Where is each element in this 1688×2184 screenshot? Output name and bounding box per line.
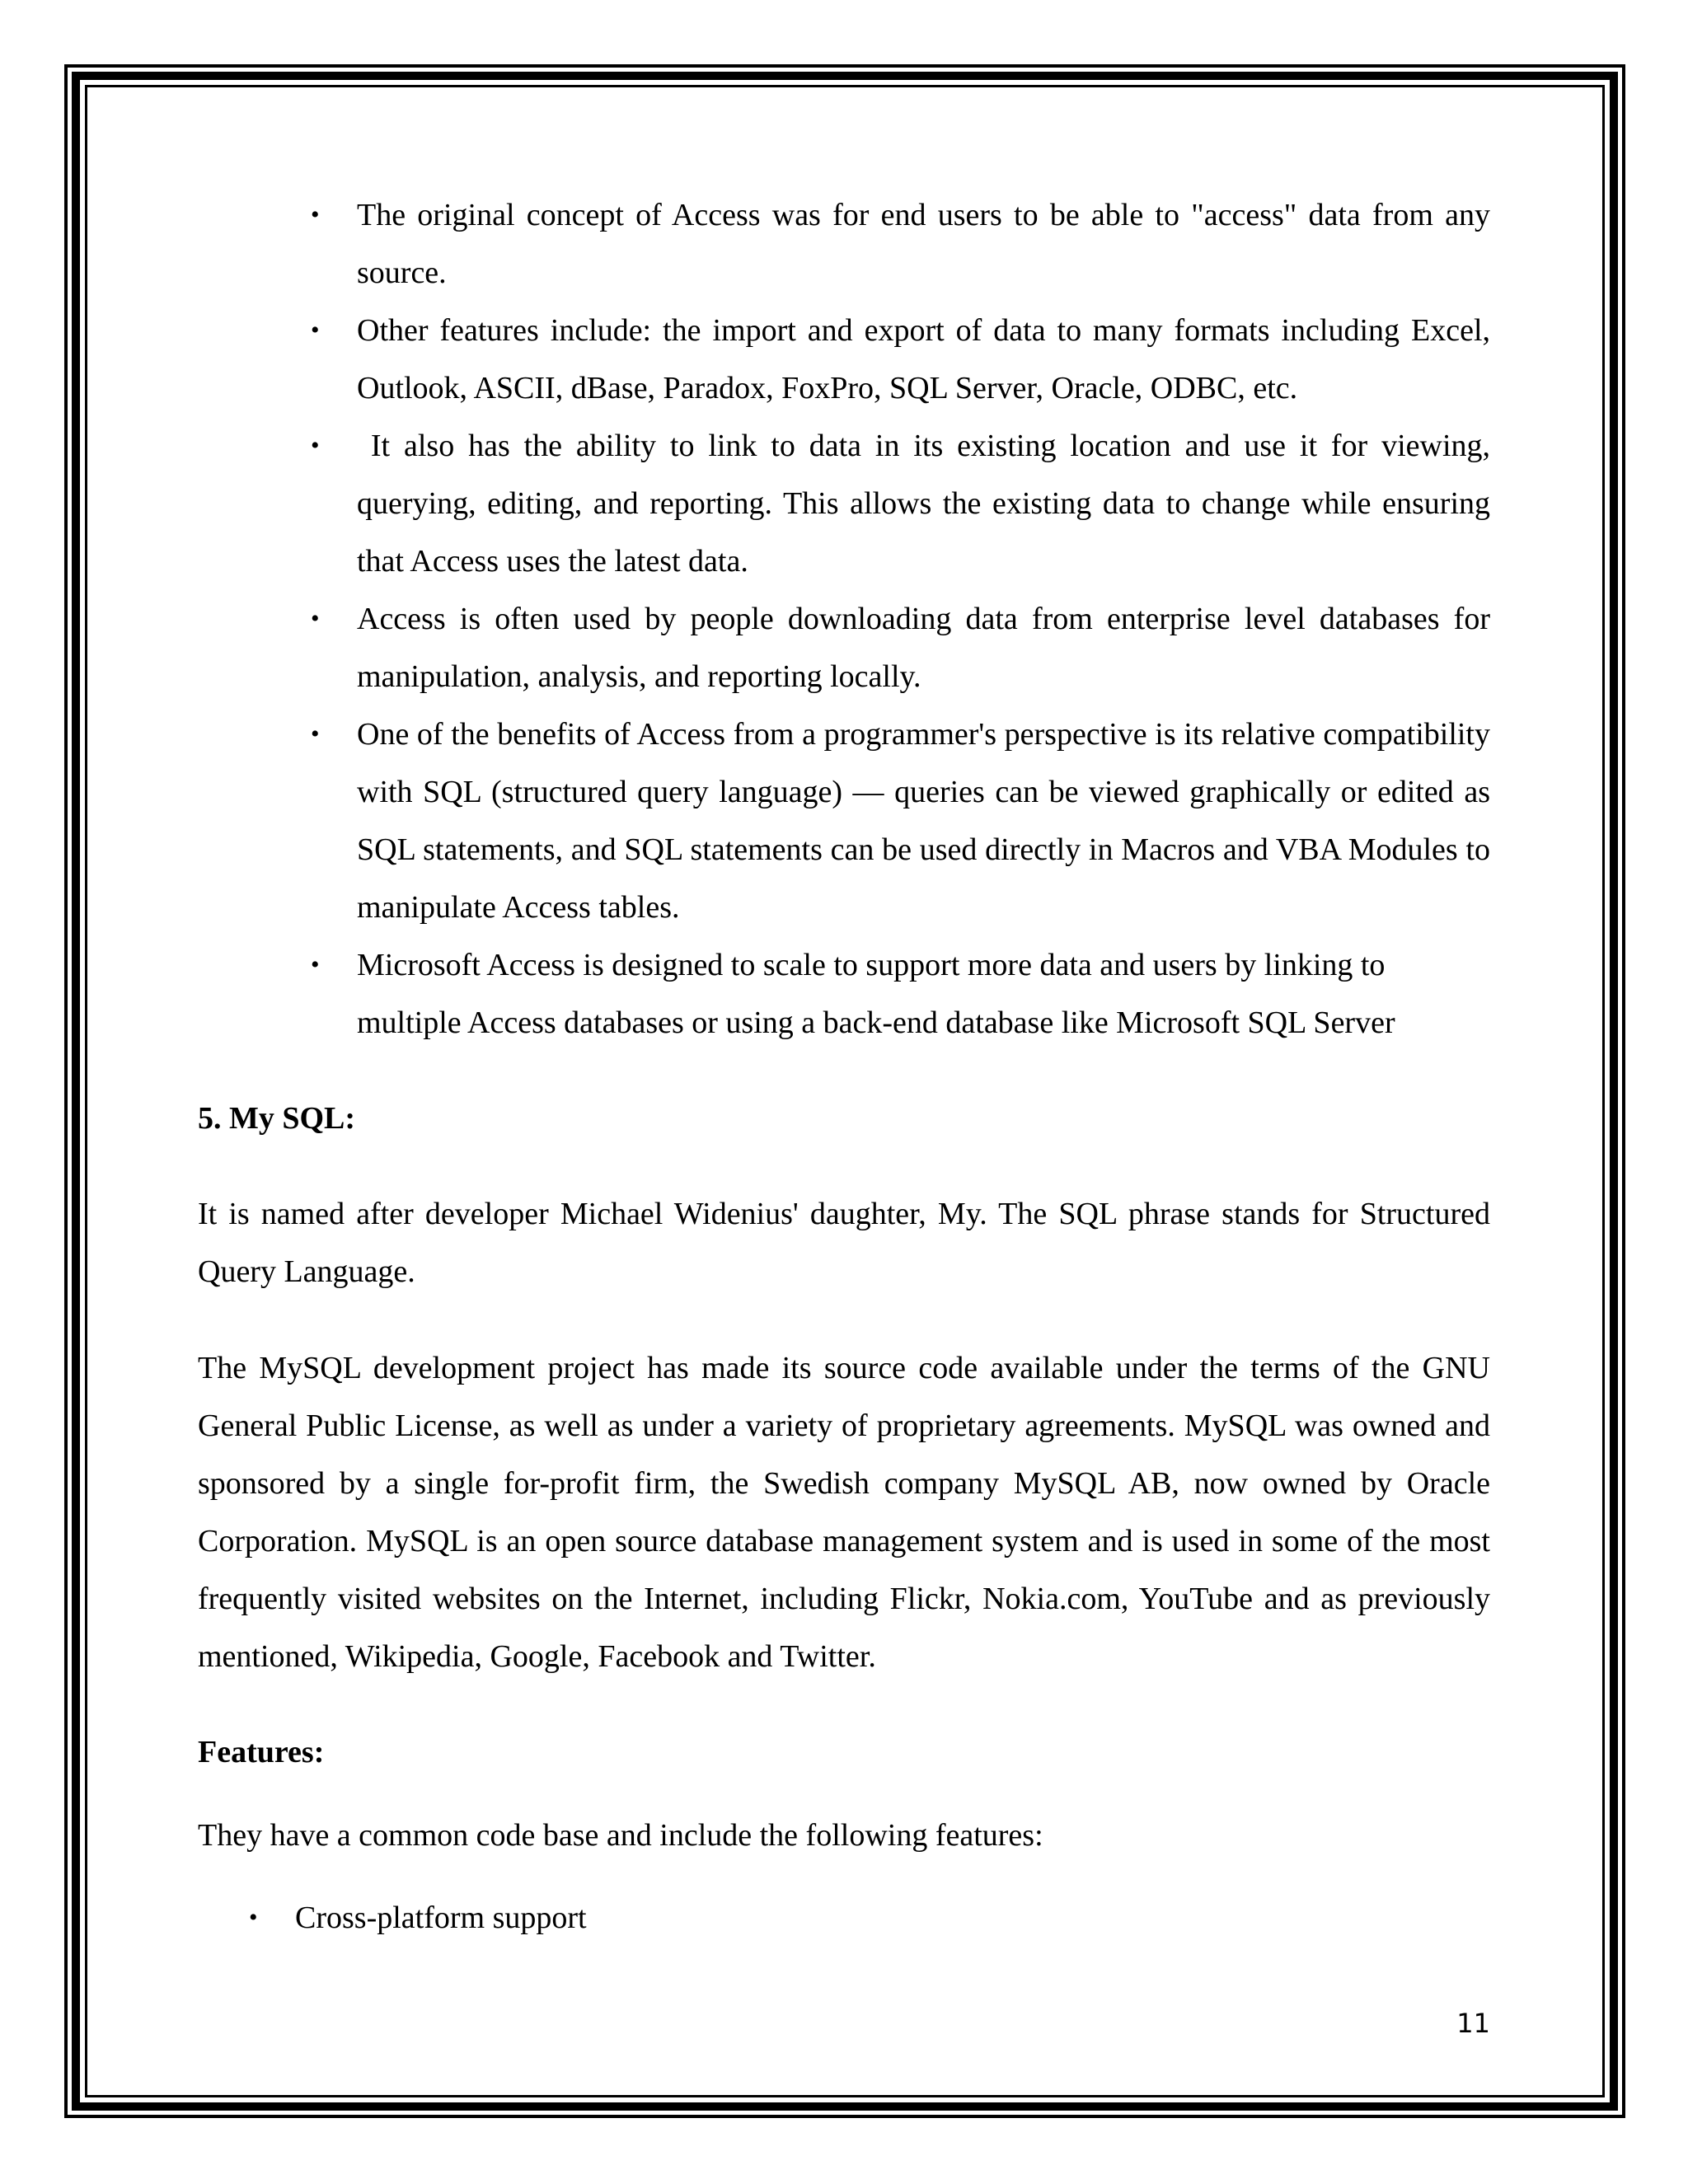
list-item — [198, 417, 1498, 590]
list-item-text: Microsoft Access is designed to scale to support more data and users by linking to multiple Access databases or using a back-end database like Microsoft SQL Server — [357, 948, 1395, 1040]
list-item — [198, 302, 1490, 417]
access-feature-list — [198, 186, 1498, 1052]
list-item-text: Cross-platform support — [295, 1900, 587, 1935]
list-item-text: It also has the ability to link to data in its existing location and use it for viewing, querying, editing, and reporting. This allows the existing data to change while ensuring that Access uses the latest data. — [357, 429, 1498, 579]
page-content — [198, 186, 1498, 1947]
list-item-text: Access is often used by people downloading data from enterprise level databases for manipulation, analysis, and reporting locally. — [357, 602, 1490, 694]
features-heading: Features: — [198, 1735, 325, 1769]
features-intro: They have a common code base and include the following features: — [198, 1818, 1043, 1853]
list-item — [198, 186, 1490, 302]
list-item — [198, 590, 1490, 705]
list-item-text: One of the benefits of Access from a programmer's perspective is its relative compatibility with SQL (structured query language) — queries can be viewed graphically or edited as SQL statements, and SQL statements can be used directly in Macros and VBA Modules to manipulate Access tables. — [357, 717, 1490, 925]
bullet-icon: • — [249, 1904, 258, 1931]
mysql-heading: 5. My SQL: — [198, 1101, 356, 1136]
bullet-icon: • — [311, 316, 320, 344]
bullet-icon: • — [311, 432, 320, 459]
bullet-icon: • — [311, 201, 320, 228]
mysql-feature-list — [198, 1889, 1490, 1947]
bullet-icon: • — [311, 720, 320, 748]
bullet-icon: • — [311, 951, 320, 978]
list-item — [198, 705, 1490, 936]
list-item — [198, 1889, 1490, 1947]
mysql-paragraph-license: The MySQL development project has made its source code available under the terms of the GNU General Public License, as well as under a variety of proprietary agreements. MySQL was owned and sponsored by a single for-profit firm, the Swedish company MySQL AB, now owned by Oracle Corporation. MySQL is an open source database management system and is used in some of the most frequently visited websites on the Internet, including Flickr, Nokia.com, YouTube and as previously mentioned, Wikipedia, Google, Facebook and Twitter. — [198, 1351, 1490, 1674]
list-item-text: The original concept of Access was for end users to be able to "access" data from any source. — [357, 198, 1490, 290]
list-item-text: Other features include: the import and export of data to many formats including Excel, Outlook, ASCII, dBase, Paradox, FoxPro, SQL Server, Oracle, ODBC, etc. — [357, 313, 1490, 405]
bullet-icon: • — [311, 605, 320, 632]
mysql-paragraph-name-origin: It is named after developer Michael Widenius' daughter, My. The SQL phrase stands for Structured Query Language. — [198, 1197, 1490, 1289]
list-item — [198, 936, 1490, 1052]
page-number: 11 — [1456, 2008, 1490, 2039]
